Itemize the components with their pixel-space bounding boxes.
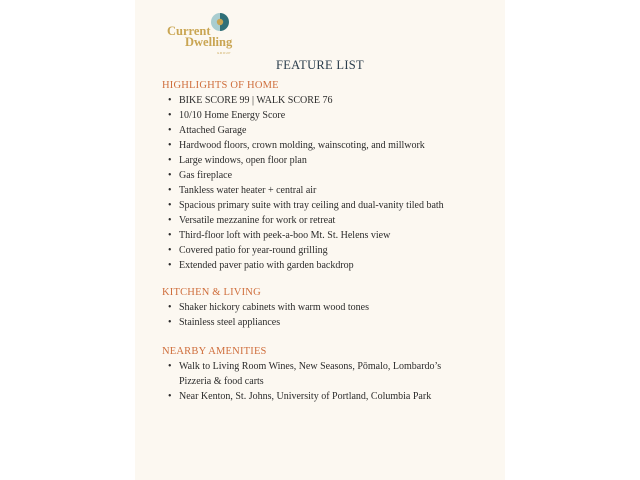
feature-list-page [135,0,505,480]
list-item: • Hardwood floors, crown molding, wainscoting, and millwork [163,138,493,153]
list-item: • Tankless water heater + central air [163,183,493,198]
list-item: • Spacious primary suite with tray ceiling and dual-vanity tiled bath [163,198,493,213]
list-item: • Stainless steel appliances [163,315,493,330]
logo-subtitle: GROUP [217,51,232,55]
list-item: • Third-floor loft with peek-a-boo Mt. St. Helens view [163,228,493,243]
section-heading-highlights: HIGHLIGHTS OF HOME [162,80,279,91]
list-item: • 10/10 Home Energy Score [163,108,493,123]
list-item: • Near Kenton, St. Johns, University of Portland, Columbia Park [163,389,463,404]
logo-line-1: Current [167,24,211,38]
section-heading-amenities: NEARBY AMENITIES [162,346,267,357]
list-item: • BIKE SCORE 99 | WALK SCORE 76 [163,93,493,108]
list-item: • Large windows, open floor plan [163,153,493,168]
highlights-list [163,93,493,273]
list-item: • Versatile mezzanine for work or retreat [163,213,493,228]
section-heading-kitchen: KITCHEN & LIVING [162,287,261,298]
list-item: • Shaker hickory cabinets with warm wood tones [163,300,493,315]
current-dwelling-logo [167,10,247,54]
kitchen-list [163,300,493,330]
logo-line-2: Dwelling [185,35,233,49]
list-item: • Extended paver patio with garden backdrop [163,258,493,273]
list-item: • Walk to Living Room Wines, New Seasons, Pōmalo, Lombardo’s Pizzeria & food carts [163,359,463,389]
list-item: • Attached Garage [163,123,493,138]
list-item: • Covered patio for year-round grilling [163,243,493,258]
amenities-list [163,359,463,404]
list-item: • Gas fireplace [163,168,493,183]
logo-wordmark [167,26,232,48]
page-title: FEATURE LIST [276,58,364,72]
